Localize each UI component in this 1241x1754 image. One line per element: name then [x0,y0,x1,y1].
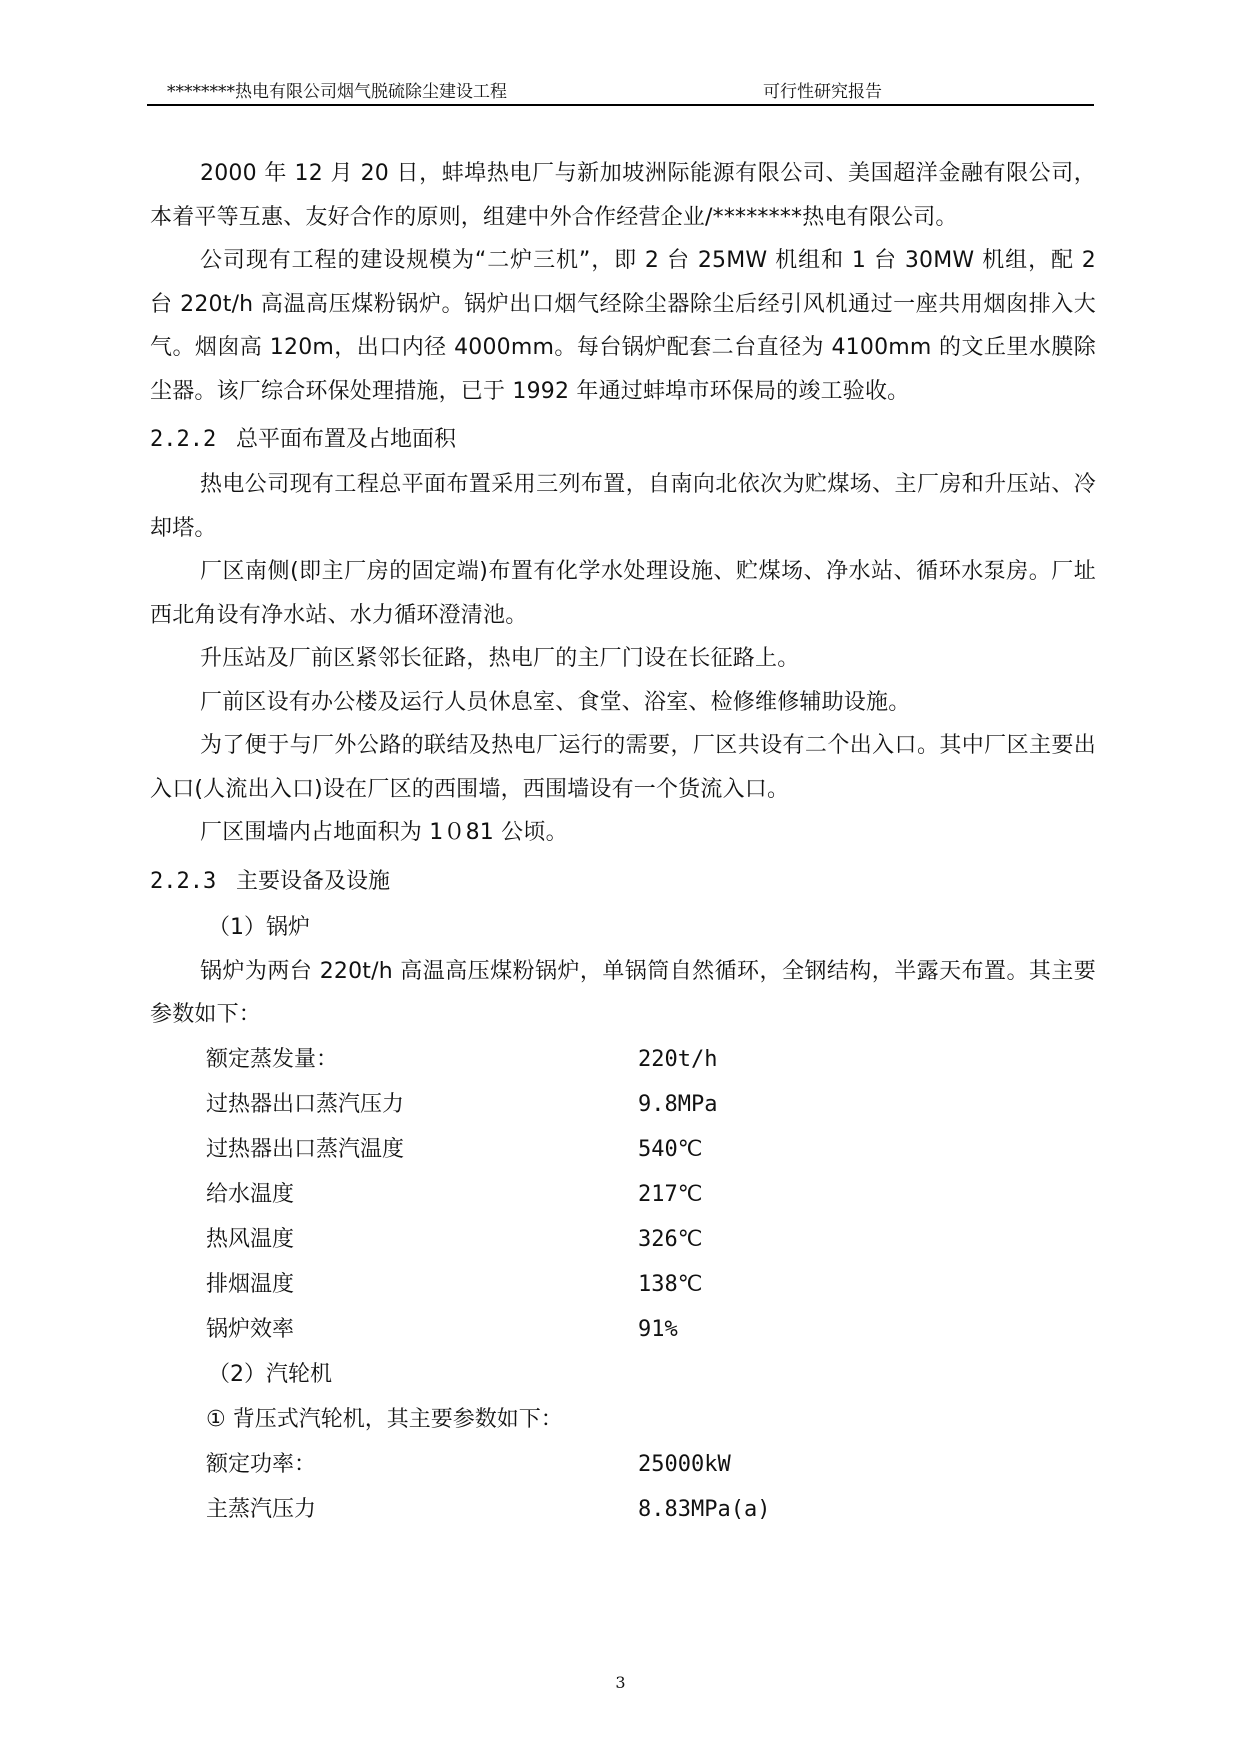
paragraph: 厂区南侧(即主厂房的固定端)布置有化学水处理设施、贮煤场、净水站、循环水泵房。厂址西北角设有净水站、水力循环澄清池。 [150,559,1096,628]
param-row [150,1127,1096,1172]
page-header [147,68,1094,106]
paragraph: 锅炉为两台 220t/h 高温高压煤粉锅炉，单锅筒自然循环，全钢结构，半露天布置。其主要参数如下： [150,958,1096,1027]
section-title: 总平面布置及占地面积 [236,427,457,452]
param-value: 540℃ [638,1136,703,1162]
section-number: 2.2.2 [150,427,217,452]
param-row [150,1082,1096,1127]
param-value: 326℃ [638,1226,703,1252]
param-row [150,1172,1096,1217]
param-key: 排烟温度 [206,1271,295,1297]
section-title: 主要设备及设施 [236,868,391,894]
param-row [150,1307,1096,1352]
param-key: 额定蒸发量： [206,1046,339,1072]
param-value: 8.83MPa(a) [638,1496,771,1522]
param-row [150,1487,1096,1532]
paragraph: 厂前区设有办公楼及运行人员休息室、食堂、浴室、检修维修辅助设施。 [200,689,911,715]
param-key: 锅炉效率 [206,1316,295,1342]
param-row [150,1442,1096,1487]
param-key: 额定功率： [206,1451,317,1477]
page-number: 3 [615,1673,626,1692]
param-key: 热风温度 [206,1226,295,1252]
document-body [150,152,1096,1532]
param-row [150,1217,1096,1262]
param-value: 25000kW [638,1451,731,1477]
paragraph: 公司现有工程的建设规模为“二炉三机”，即 2 台 25MW 机组和 1 台 30MW 机组，配 2 台 220t/h 高温高压煤粉锅炉。锅炉出口烟气经除尘器除尘后经引风机通过一座共用烟囱排入大气。烟囱高 120m，出口内径 4000mm。每台锅炉配套二台直径为 4100mm 的文丘里水膜除尘器。该厂综合环保处理措施，已于 1992 年通过蚌埠市环保局的竣工验收。 [150,248,1096,404]
paragraph: 升压站及厂前区紧邻长征路，热电厂的主厂门设在长征路上。 [200,646,800,671]
paragraph: 热电公司现有工程总平面布置采用三列布置，自南向北依次为贮煤场、主厂房和升压站、冷却塔。 [150,472,1096,541]
section-heading-2-2-3 [150,859,1096,905]
param-value: 217℃ [638,1181,703,1207]
section-heading-2-2-2 [150,417,1096,463]
paragraph: 厂区围墙内占地面积为 1０81 公顷。 [200,820,568,845]
turbine-intro: ① 背压式汽轮机，其主要参数如下： [206,1406,563,1432]
param-key: 过热器出口蒸汽温度 [206,1136,405,1162]
param-key: 给水温度 [206,1181,295,1207]
param-value: 9.8MPa [638,1091,718,1117]
param-key: 过热器出口蒸汽压力 [206,1091,405,1117]
subsection-boiler: （1）锅炉 [208,914,310,940]
paragraph: 2000 年 12 月 20 日，蚌埠热电厂与新加坡洲际能源有限公司、美国超洋金融有限公司，本着平等互惠、友好合作的原则，组建中外合作经营企业/********热电有限公司。 [150,161,1096,230]
param-key: 主蒸汽压力 [206,1496,317,1522]
header-report-type: 可行性研究报告 [763,82,882,102]
param-row [150,1037,1096,1082]
param-value: 138℃ [638,1271,703,1297]
param-row [150,1262,1096,1307]
param-value: 220t/h [638,1046,718,1072]
subsection-turbine: （2）汽轮机 [208,1361,332,1387]
param-value: 91% [638,1316,678,1342]
header-project-title: ********热电有限公司烟气脱硫除尘建设工程 [167,82,507,102]
section-number: 2.2.3 [150,868,217,894]
paragraph: 为了便于与厂外公路的联结及热电厂运行的需要，厂区共设有二个出入口。其中厂区主要出入口(人流出入口)设在厂区的西围墙，西围墙设有一个货流入口。 [150,733,1096,802]
